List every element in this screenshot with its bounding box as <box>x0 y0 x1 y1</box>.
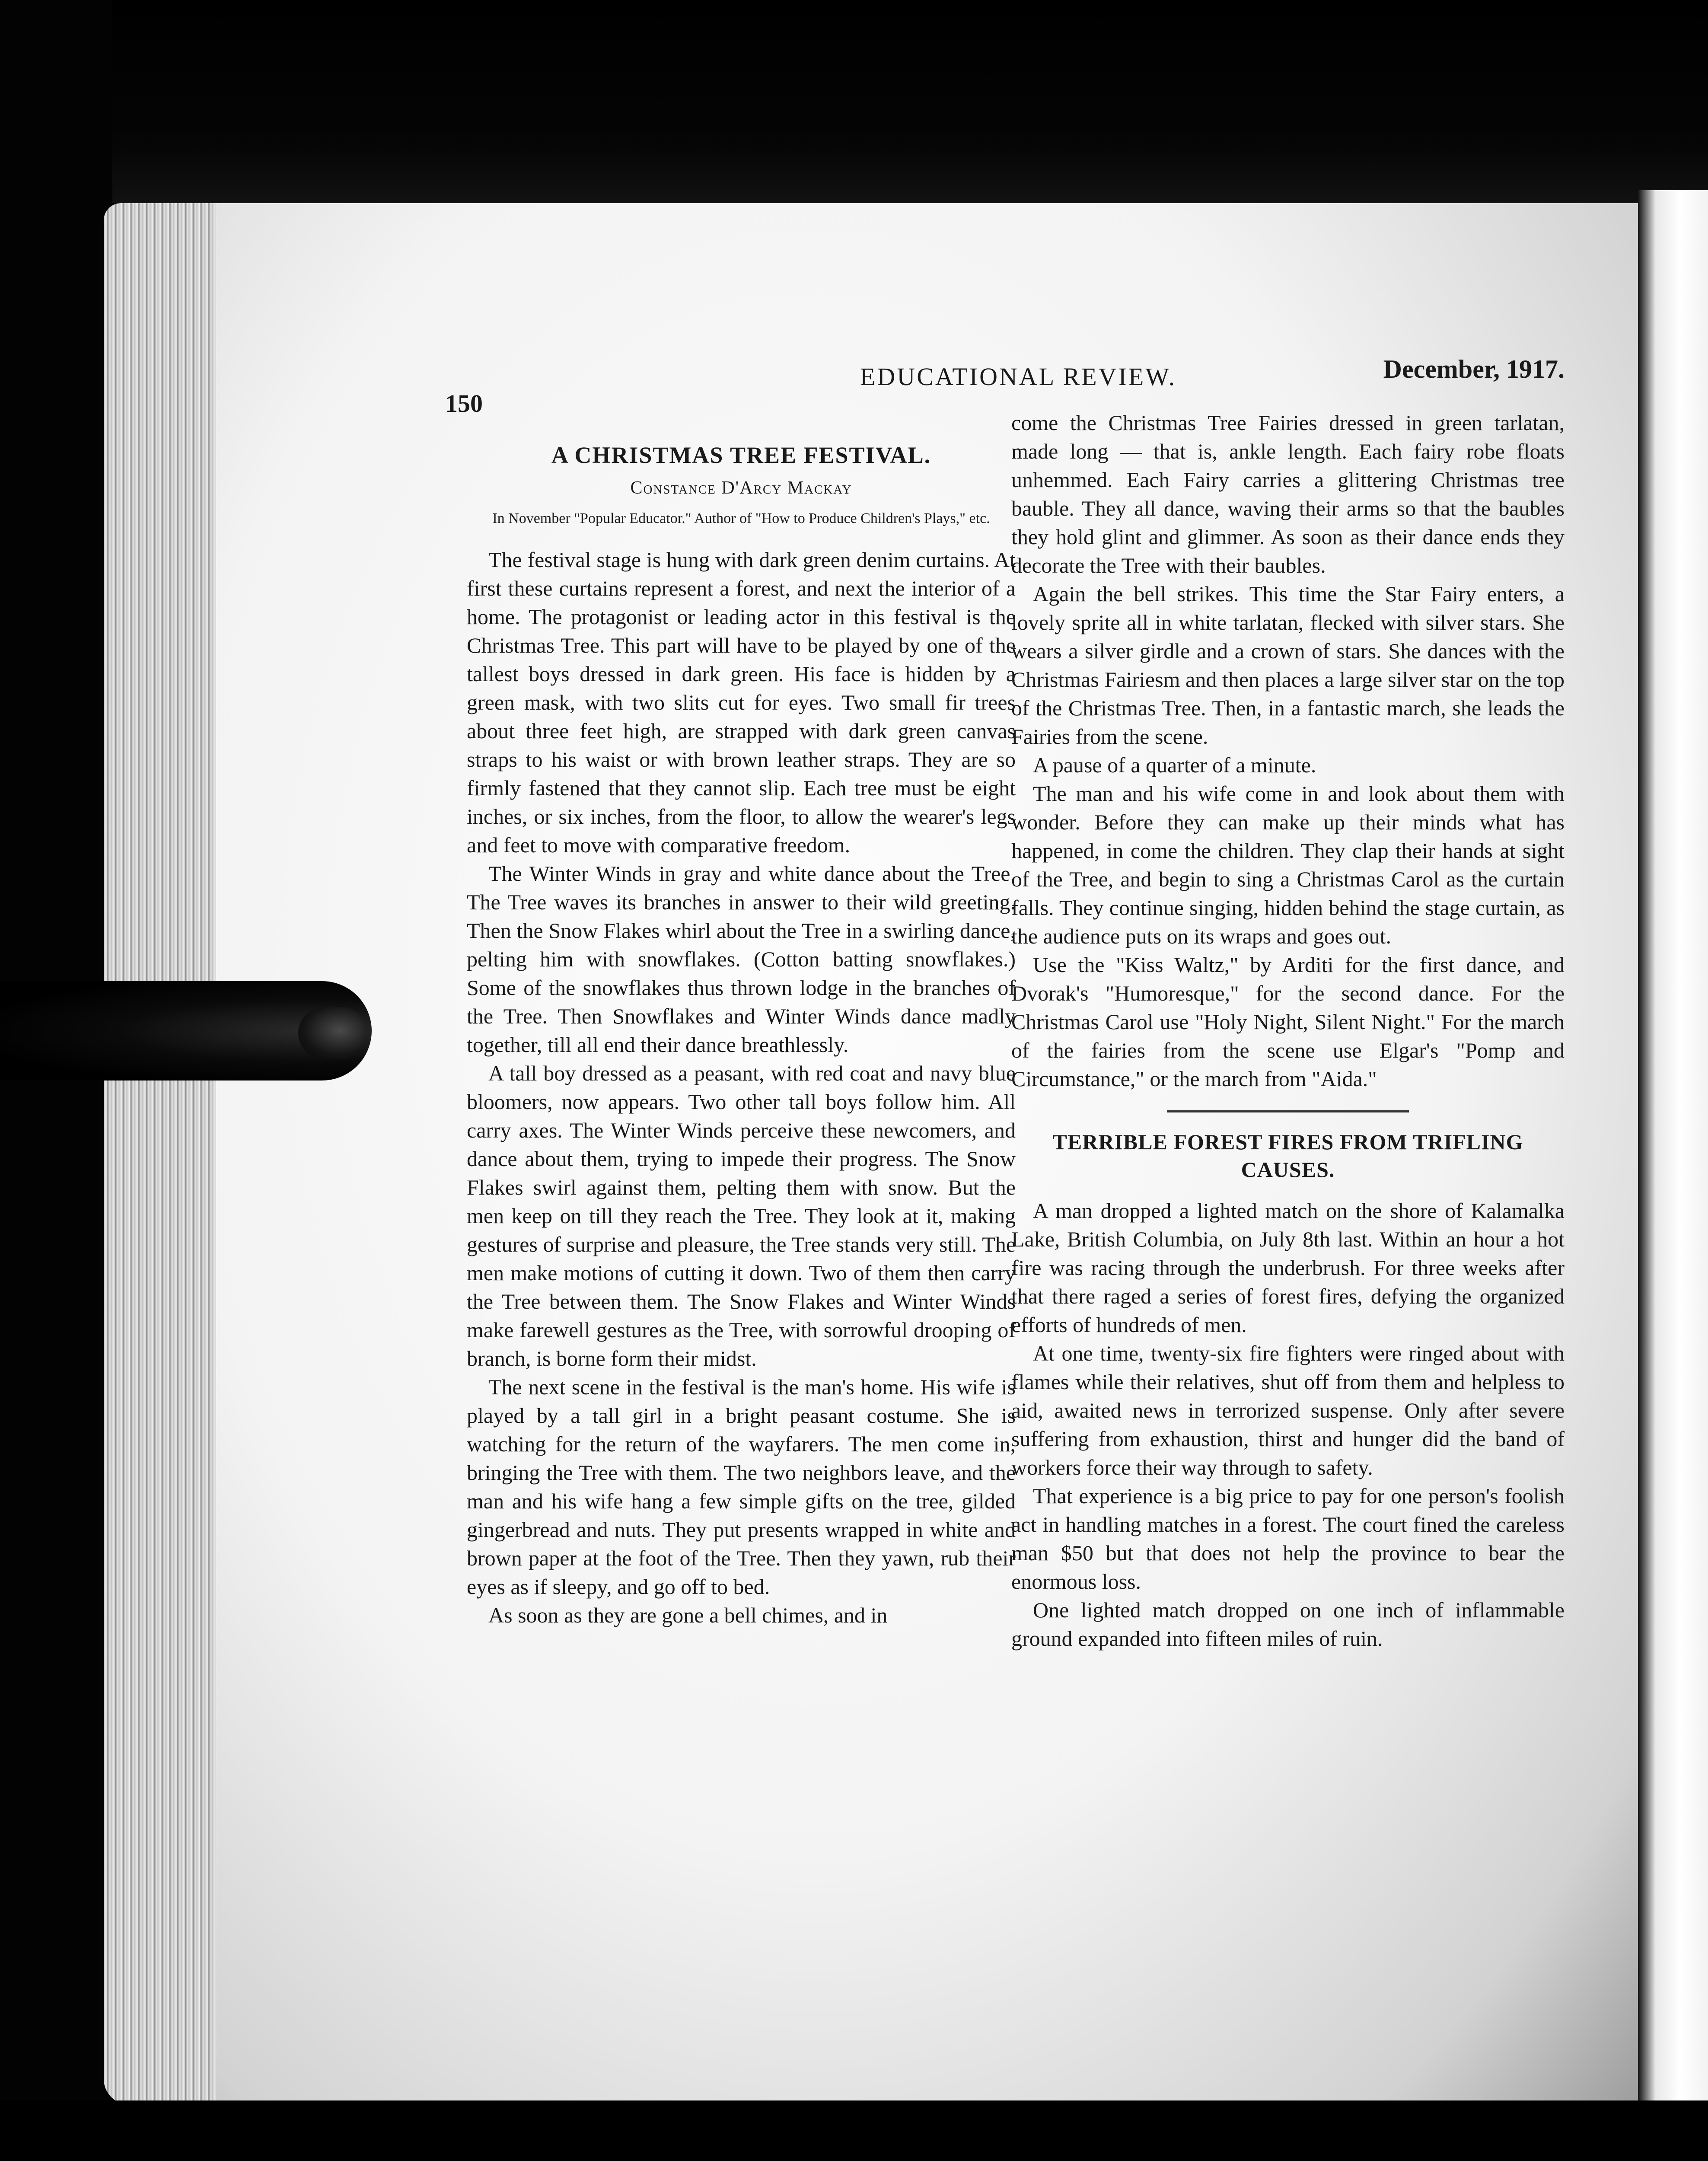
page-number: 150 <box>445 389 483 418</box>
right-column <box>1011 408 1565 1653</box>
facing-page-edge <box>1638 190 1708 2135</box>
author-note: In November "Popular Educator." Author of "How to Produce Children's Plays," etc. <box>492 510 990 526</box>
article-author: Constance D'Arcy Mackay <box>630 478 852 498</box>
book-page-edges <box>104 203 229 2105</box>
running-head <box>432 354 1565 418</box>
paragraph: A man dropped a lighted match on the shore of Kalamalka Lake, British Columbia, on July 8th last. Within an hour a hot fire was racing through the underbrush. For three weeks after that there raged a series of forest fires, defying the organized efforts of hundreds of men. <box>1011 1198 1565 1337</box>
paragraph: The next scene in the festival is the man's home. His wife is played by a tall girl in a bright peasant costume. She is watching for the return of the wayfarers. The men come in, bringing the Tree with them. The two neighbors leave, and the man and his wife hang a few simple gifts on the tree, gilded gingerbread and nuts. They put presents wrapped in white and brown paper at the foot of the Tree. Then they yawn, rub their eyes as if sleepy, and go off to bed. <box>467 1375 1016 1599</box>
paragraph: The Winter Winds in gray and white dance about the Tree. The Tree waves its branches in answer to their wild greeting. Then the Snow Flakes whirl about the Tree in a swirling dance, pelting him with snowflakes. (Cotton batting snowflakes.) Some of the snowflakes thus thrown lodge in the branches of the Tree. Then Snowflakes and Winter Winds dance madly together, till all end their dance breathlessly. <box>467 861 1016 1057</box>
dark-background-bottom <box>0 2100 1708 2161</box>
paragraph: One lighted match dropped on one inch of inflammable ground expanded into fifteen miles of ruin. <box>1011 1598 1565 1651</box>
paragraph: come the Christmas Tree Fairies dressed in green tarlatan, made long — that is, ankle length. Each fairy robe floats unhemmed. Each Fairy carries a glittering Christmas tree bauble. They all dance, waving their arms so that the baubles they hold glint and glimmer. As soon as their dance ends they decorate the Tree with their baubles. <box>1011 411 1565 577</box>
paragraph: That experience is a big price to pay for one person's foolish act in handling matches in a forest. The court fined the careless man $50 but that does not help the province to bear the enormous loss. <box>1011 1484 1565 1594</box>
paragraph: The festival stage is hung with dark green denim curtains. At first these curtains represent a forest, and next the interior of a home. The protagonist or leading actor in this festival is the Christmas Tree. This part will have to be played by one of the tallest boys dressed in dark green. His face is hidden by a green mask, with two slits cut for eyes. Two small fir trees about three feet high, are strapped with dark green canvas straps to his waist or with brown leather straps. They are so firmly fastened that they cannot slip. Each tree must be eight inches, or six inches, from the floor, to allow the wearer's legs and feet to move with comparative freedom. <box>467 548 1016 857</box>
thumb-tip <box>298 1007 367 1059</box>
paragraph: The man and his wife come in and look about them with wonder. Before they can make up their minds what has happened, in come the children. They clap their hands at sight of the Tree, and begin to sing a Christmas Carol as the curtain falls. They continue singing, hidden behind the stage curtain, as the audience puts on its wraps and goes out. <box>1011 781 1565 948</box>
paragraph: At one time, twenty-six fire fighters were ringed about with flames while their relatives, shut off from them and helpless to aid, awaited news in terrorized suspense. Only after severe suffering from exhaustion, thirst and hunger did the band of workers force their way through to safety. <box>1011 1341 1565 1479</box>
issue-date: December, 1917. <box>1383 355 1565 383</box>
paragraph: As soon as they are gone a bell chimes, and in <box>488 1603 888 1627</box>
dark-background-left <box>0 0 112 2161</box>
paragraph: Use the "Kiss Waltz," by Arditi for the first dance, and Dvorak's "Humoresque," for the second dance. For the Christmas Carol use "Holy Night, Silent Night." For the march of the fairies from the scene use Elgar's "Pomp and Circumstance," or the march from "Aida." <box>1011 953 1565 1091</box>
section-divider <box>1167 1110 1409 1112</box>
dark-background-top <box>0 0 1708 203</box>
left-column <box>467 415 1016 1629</box>
paragraph: A pause of a quarter of a minute. <box>1033 753 1316 777</box>
journal-title: EDUCATIONAL REVIEW. <box>860 363 1177 391</box>
paragraph: A tall boy dressed as a peasant, with red coat and navy blue bloomers, now appears. Two other tall boys follow him. All carry axes. The Winter Winds perceive these newcomers, and dance about them, trying to impede their progress. The Snow Flakes swirl against them, pelting them with snow. But the men keep on till they reach the Tree. They look at it, making gestures of surprise and pleasure, the Tree stands very still. The men make motions of cutting it down. Two of them then carry the Tree between them. The Snow Flakes and Winter Winds make farewell gestures as the Tree, with sorrowful drooping of branch, is borne form their midst. <box>467 1061 1016 1371</box>
paragraph: Again the bell strikes. This time the Star Fairy enters, a lovely sprite all in white tarlatan, flecked with silver stars. She wears a silver girdle and a crown of stars. She dances with the Christmas Fairiesm and then places a large silver star on the top of the Christmas Tree. Then, in a fantastic march, she leads the Fairies from the scene. <box>1011 582 1565 749</box>
article-title: TERRIBLE FOREST FIRES FROM TRIFLING CAUSES. <box>1052 1130 1523 1182</box>
article-title: A CHRISTMAS TREE FESTIVAL. <box>551 442 931 468</box>
